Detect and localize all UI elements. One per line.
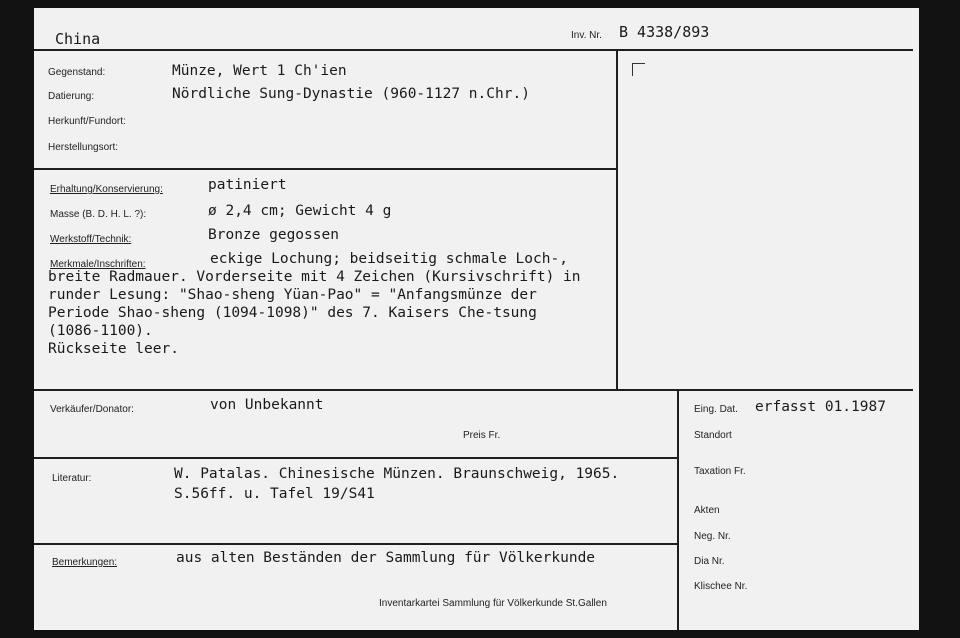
rule-object bbox=[34, 168, 617, 170]
gegenstand-value: Münze, Wert 1 Ch'ien bbox=[172, 63, 347, 79]
rule-literature bbox=[34, 543, 678, 545]
klischee-nr-label: Klischee Nr. bbox=[694, 581, 748, 592]
rule-vertical-upper bbox=[616, 49, 618, 391]
rule-header bbox=[34, 49, 913, 51]
eing-dat-value: erfasst 01.1987 bbox=[755, 399, 886, 415]
gegenstand-label: Gegenstand: bbox=[48, 67, 106, 78]
merkmale-label: Merkmale/Inschriften: bbox=[50, 259, 146, 270]
dia-nr-label: Dia Nr. bbox=[694, 556, 725, 567]
eing-dat-label: Eing. Dat. bbox=[694, 404, 738, 415]
herstellungsort-label: Herstellungsort: bbox=[48, 142, 119, 153]
erhaltung-label: Erhaltung/Konservierung: bbox=[50, 184, 163, 195]
herkunft-label: Herkunft/Fundort: bbox=[48, 116, 126, 127]
masse-value: ø 2,4 cm; Gewicht 4 g bbox=[208, 203, 392, 219]
country-title: China bbox=[55, 30, 101, 48]
inv-number-value: B 4338/893 bbox=[619, 23, 710, 41]
merkmale-line: breite Radmauer. Vorderseite mit 4 Zeichen (Kursivschrift) in bbox=[48, 269, 581, 285]
bemerkungen-label: Bemerkungen: bbox=[52, 557, 118, 568]
verkaeufer-value: von Unbekannt bbox=[210, 397, 324, 413]
erhaltung-value: patiniert bbox=[208, 177, 287, 193]
bemerkungen-value: aus alten Beständen der Sammlung für Völkerkunde bbox=[176, 550, 596, 566]
verkaeufer-label: Verkäufer/Donator: bbox=[50, 404, 134, 415]
werkstoff-value: Bronze gegossen bbox=[208, 227, 339, 243]
neg-nr-label: Neg. Nr. bbox=[694, 531, 731, 542]
akten-label: Akten bbox=[694, 505, 720, 516]
datierung-label: Datierung: bbox=[48, 91, 95, 102]
datierung-value: Nördliche Sung-Dynastie (960-1127 n.Chr.) bbox=[172, 86, 530, 102]
merkmale-line: Rückseite leer. bbox=[48, 341, 179, 357]
inv-number-label: Inv. Nr. bbox=[571, 30, 602, 41]
merkmale-line: Periode Shao-sheng (1094-1098)" des 7. Kaisers Che-tsung bbox=[48, 305, 537, 321]
masse-label: Masse (B. D. H. L. ?): bbox=[50, 209, 147, 220]
rule-vertical-lower bbox=[677, 389, 679, 630]
footer-text: Inventarkartei Sammlung für Völkerkunde St.Gallen bbox=[379, 598, 607, 609]
rule-details bbox=[34, 389, 913, 391]
standort-label: Standort bbox=[694, 430, 732, 441]
merkmale-line: runder Lesung: "Shao-sheng Yüan-Pao" = "Anfangsmünze der bbox=[48, 287, 537, 303]
corner-mark bbox=[632, 63, 645, 76]
literatur-line: W. Patalas. Chinesische Münzen. Braunschweig, 1965. bbox=[174, 466, 620, 482]
merkmale-line: eckige Lochung; beidseitig schmale Loch-, bbox=[210, 251, 568, 267]
taxation-label: Taxation Fr. bbox=[694, 466, 746, 477]
rule-acquisition bbox=[34, 457, 678, 459]
werkstoff-label: Werkstoff/Technik: bbox=[50, 234, 132, 245]
literatur-label: Literatur: bbox=[52, 473, 92, 484]
merkmale-line: (1086-1100). bbox=[48, 323, 153, 339]
literatur-line: S.56ff. u. Tafel 19/S41 bbox=[174, 486, 375, 502]
preis-label: Preis Fr. bbox=[463, 430, 501, 441]
